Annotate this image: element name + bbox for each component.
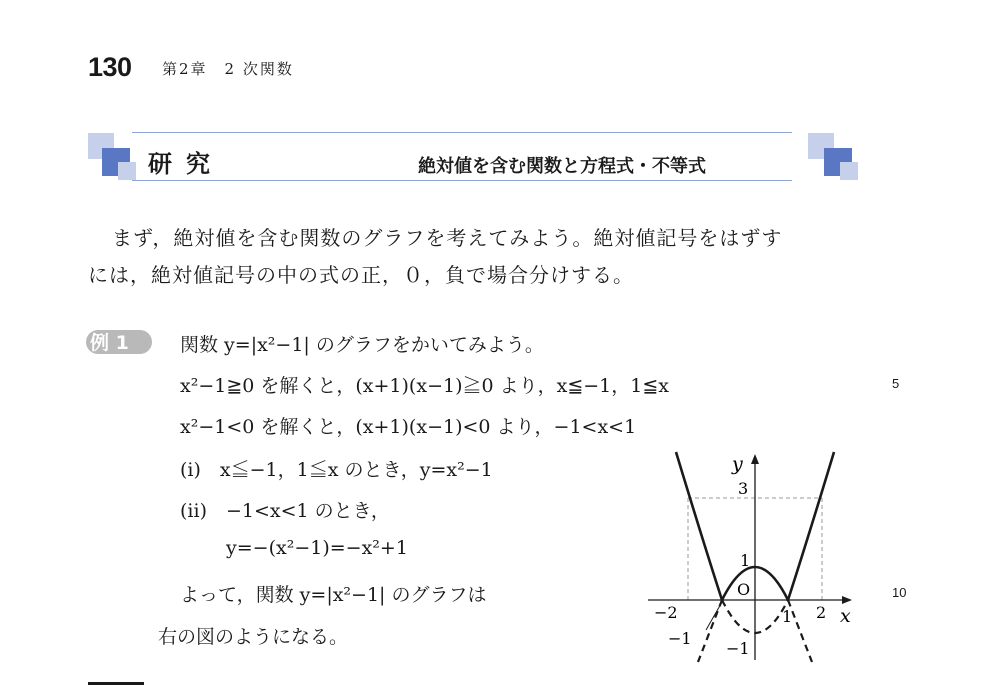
tick-label-3: 3 <box>738 479 749 498</box>
example-case-2: (ii) −1<x<1 のとき， <box>180 500 390 522</box>
tick-label-1-y: 1 <box>740 551 751 570</box>
section-subtitle: 絶対値を含む関数と方程式・不等式 <box>418 156 706 177</box>
solid-graph-right-branch <box>788 452 834 600</box>
tick-label-neg1-y: −1 <box>726 639 750 658</box>
header-deco-right-light2 <box>840 162 858 180</box>
x-axis-label: x <box>840 605 851 627</box>
section-label: 研究 <box>148 150 224 178</box>
example-conclusion-2: 右の図のようになる。 <box>158 626 349 648</box>
y-axis-arrow <box>751 454 759 464</box>
example-line-2: x²−1≧0 を解くと，(x+1)(x−1)≧0 より，x≦−1，1≦x <box>180 375 669 397</box>
tick-label-neg1-x: −1 <box>668 629 692 648</box>
example-line-1: 関数 y=|x²−1| のグラフをかいてみよう。 <box>180 334 544 356</box>
tick-label-neg2: −2 <box>654 603 678 622</box>
solid-graph-left-branch <box>676 452 722 600</box>
margin-line-number-5: 5 <box>892 376 900 391</box>
header-deco-left-light2 <box>118 162 136 180</box>
tick-label-2: 2 <box>816 603 827 622</box>
header-top-rule <box>132 132 792 133</box>
page-number: 130 <box>88 52 132 82</box>
chapter-heading: 第2章 2 次関数 <box>162 60 294 78</box>
label-pointer <box>706 602 722 630</box>
example-case-1: (i) x≦−1，1≦x のとき，y=x²−1 <box>180 459 493 481</box>
intro-line-1: まず，絶対値を含む関数のグラフを考えてみよう。絶対値記号をはずす <box>112 226 783 250</box>
example-badge-label: 例 1 <box>90 332 129 354</box>
y-axis-label: y <box>732 453 743 475</box>
origin-label: O <box>737 580 751 599</box>
header-bottom-rule <box>132 180 792 181</box>
tick-label-1-x: 1 <box>782 607 793 626</box>
margin-line-number-10: 10 <box>892 585 907 600</box>
intro-line-2: には，絶対値記号の中の式の正，０，負で場合分けする。 <box>88 263 634 287</box>
example-line-3: x²−1<0 を解くと，(x+1)(x−1)<0 より，−1<x<1 <box>180 416 637 438</box>
x-axis-arrow <box>842 596 852 604</box>
example-conclusion-1: よって，関数 y=|x²−1| のグラフは <box>180 584 487 606</box>
example-case-2-equation: y=−(x²−1)=−x²+1 <box>226 537 408 559</box>
function-graph <box>640 450 870 665</box>
